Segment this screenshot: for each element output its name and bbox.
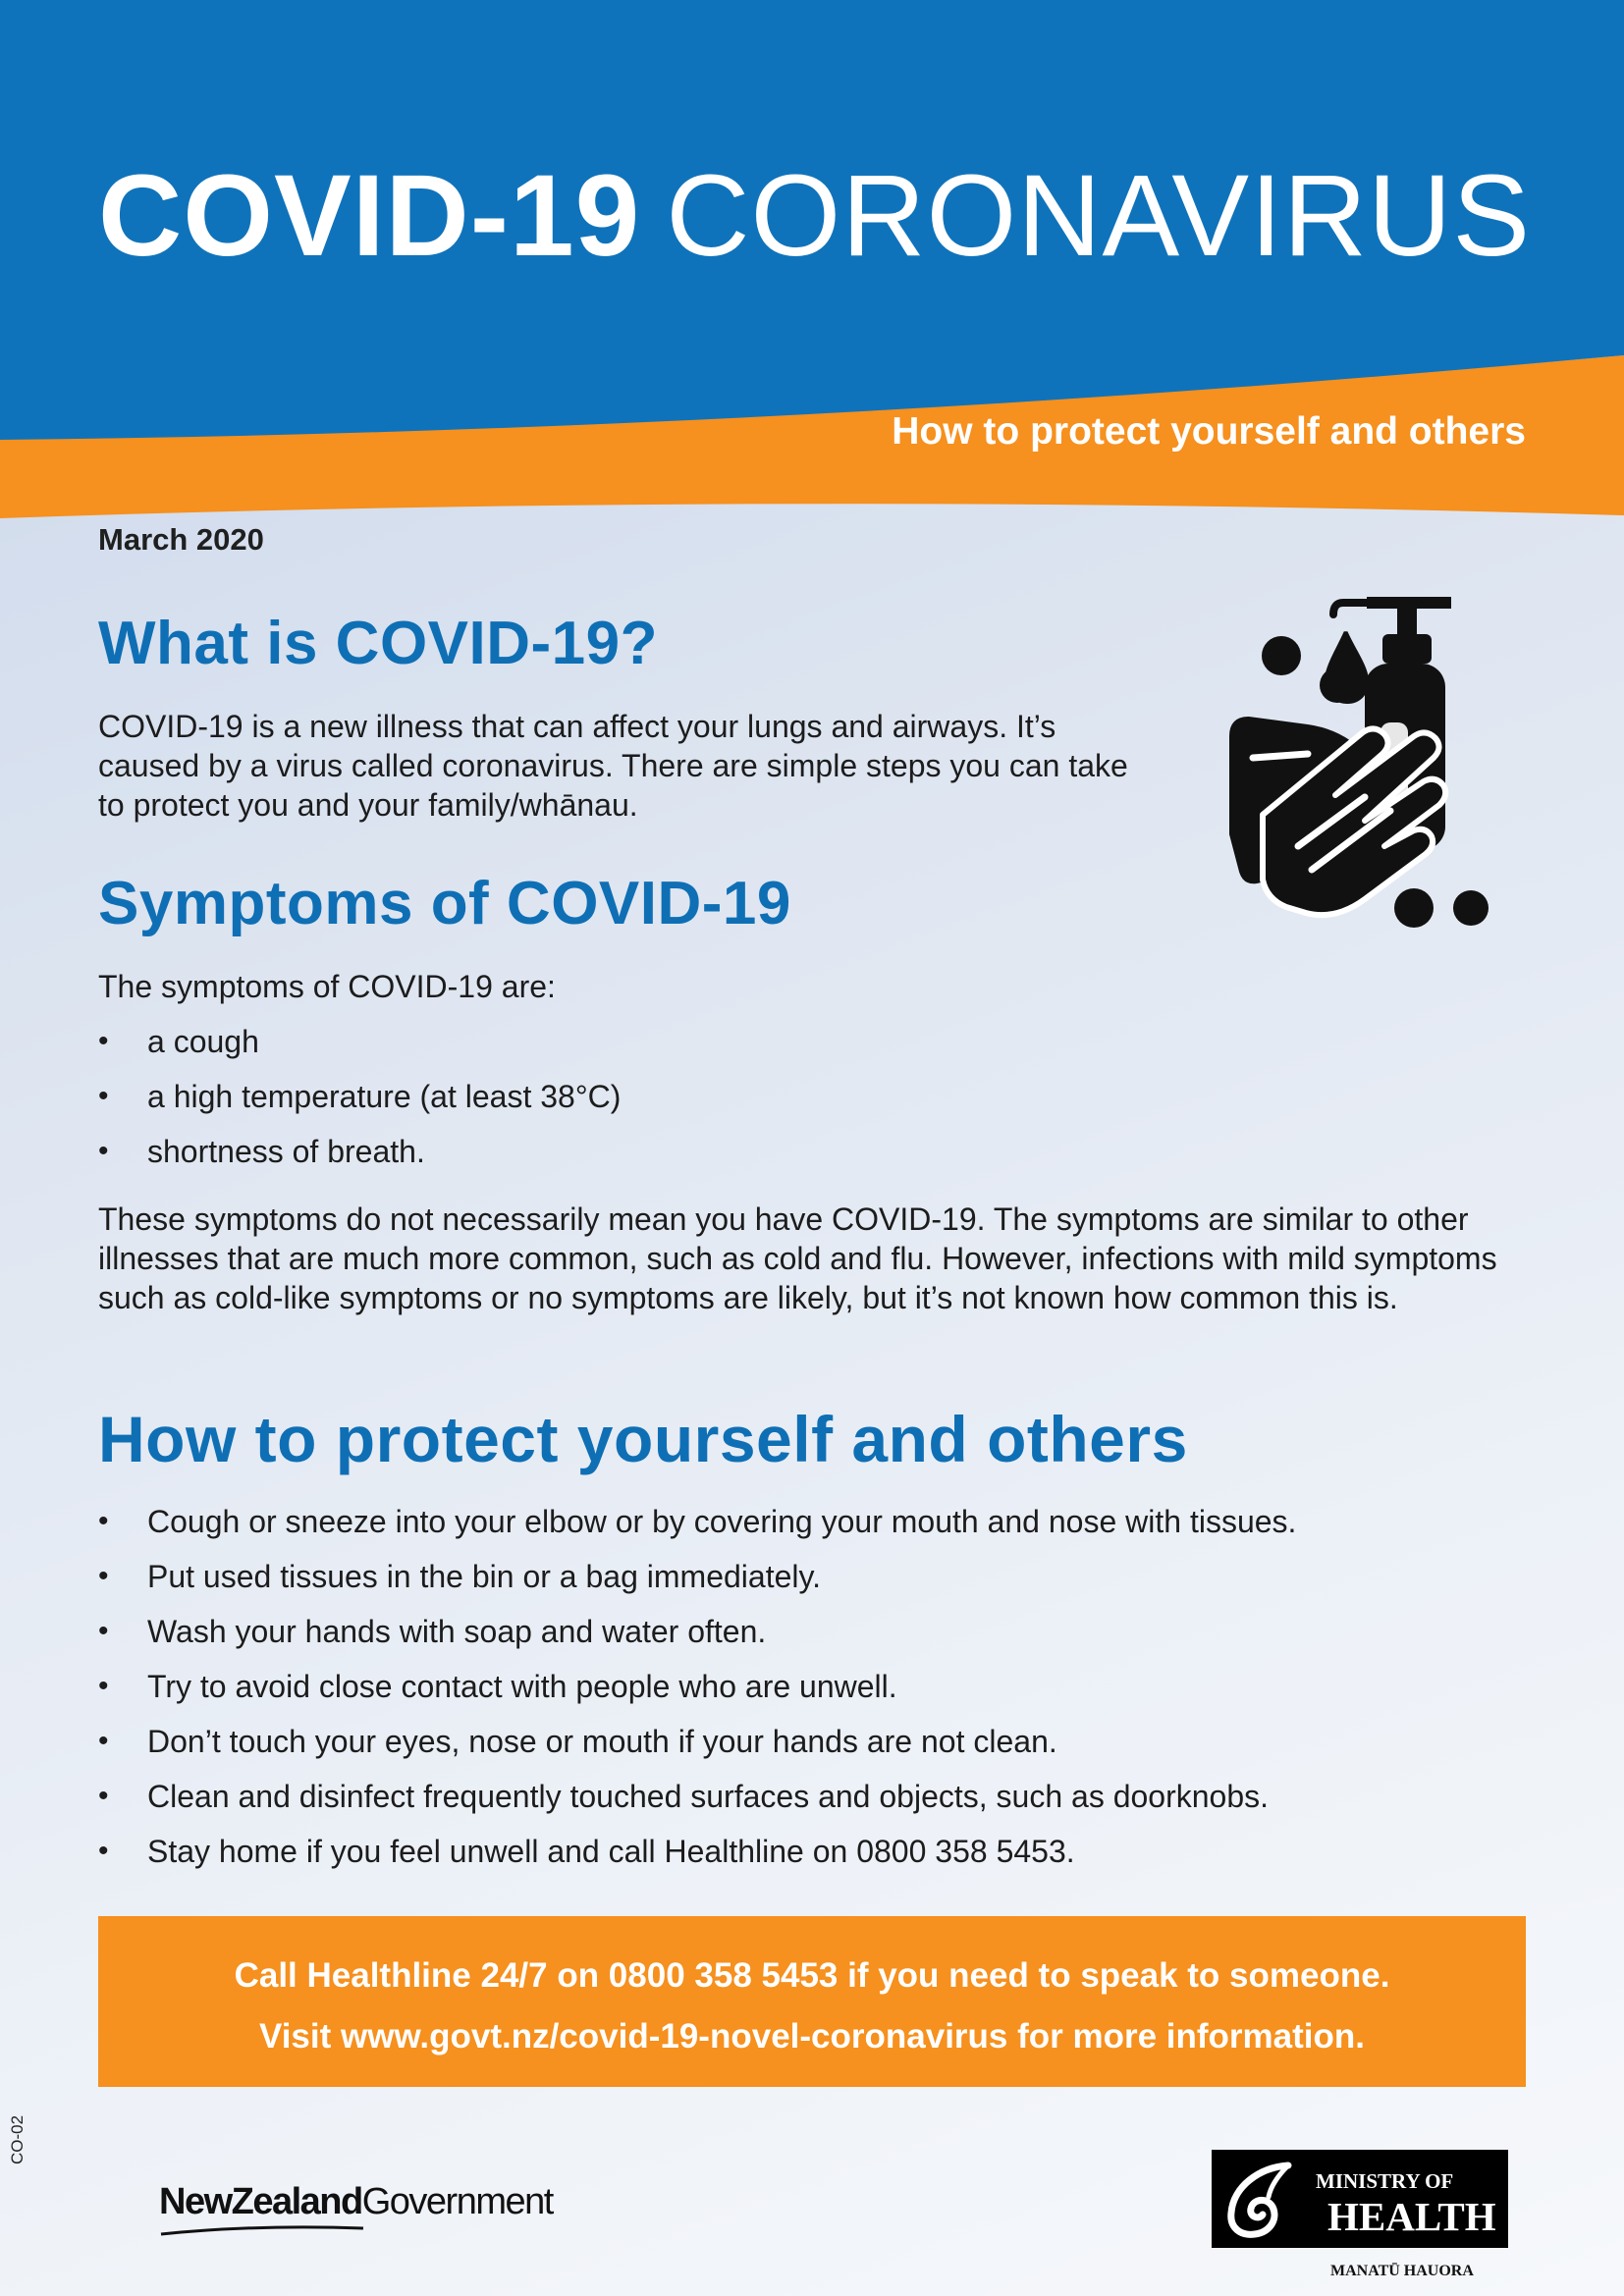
moh-logo-maori-name: MANATŪ HAUORA: [1330, 2263, 1474, 2279]
document-code: CO-02: [8, 2114, 27, 2164]
list-item: • Don’t touch your eyes, nose or mouth if your hands are not clean.: [98, 1722, 1296, 1777]
page-title: [98, 147, 1531, 285]
koru-logo-icon: [1219, 2158, 1302, 2240]
nz-government-logo: [159, 2181, 553, 2223]
list-item: • Cough or sneeze into your elbow or by covering your mouth and nose with tissues.: [98, 1502, 1296, 1557]
list-item: • Wash your hands with soap and water often.: [98, 1612, 1296, 1667]
heading-symptoms: Symptoms of COVID-19: [98, 870, 791, 937]
govt-logo-newzealand: NewZealand: [159, 2181, 362, 2222]
handwash-icon: [1218, 589, 1551, 942]
moh-logo-line1: MINISTRY OF: [1316, 2169, 1454, 2193]
list-item: • Try to avoid close contact with people who are unwell.: [98, 1667, 1296, 1722]
healthline-banner: [98, 1916, 1526, 2087]
header-subtitle: How to protect yourself and others: [892, 410, 1526, 453]
symptom-list: [98, 1022, 621, 1187]
ministry-of-health-logo: [1212, 2150, 1508, 2248]
moh-logo-line2: HEALTH: [1327, 2194, 1496, 2239]
banner-line-call: Call Healthline 24/7 on 0800 358 5453 if you need to speak to someone.: [234, 1956, 1390, 1995]
symptoms-intro: The symptoms of COVID-19 are:: [98, 969, 556, 1004]
heading-what-is-covid: What is COVID-19?: [98, 610, 659, 677]
what-is-covid-text: COVID-19 is a new illness that can affect your lungs and airways. It’s caused by a virus called coronavirus. There are simple steps you can take to protect you and your family/whānau.: [98, 709, 1128, 823]
list-item: • shortness of breath.: [98, 1132, 621, 1187]
title-light: CORONAVIRUS: [666, 151, 1532, 281]
title-bold: COVID-19: [98, 151, 641, 281]
protection-list: [98, 1502, 1296, 1887]
list-item: • a high temperature (at least 38°C): [98, 1077, 621, 1132]
symptoms-note: These symptoms do not necessarily mean you have COVID-19. The symptoms are similar to other illnesses that are much more common, such as cold and flu. However, infections with mild symptoms such as cold-like symptoms or no symptoms are likely, but it’s not known how common this is.: [98, 1201, 1497, 1315]
govt-logo-government: Government: [361, 2181, 553, 2222]
list-item: • Put used tissues in the bin or a bag immediately.: [98, 1557, 1296, 1612]
govt-logo-underline-icon: [159, 2222, 365, 2238]
banner-line-visit: Visit www.govt.nz/covid-19-novel-coronavirus for more information.: [259, 2017, 1365, 2056]
list-item: • a cough: [98, 1022, 621, 1077]
publication-date: March 2020: [98, 522, 264, 557]
list-item: • Clean and disinfect frequently touched surfaces and objects, such as doorknobs.: [98, 1777, 1296, 1832]
list-item: • Stay home if you feel unwell and call Healthline on 0800 358 5453.: [98, 1832, 1296, 1887]
heading-how-to-protect: How to protect yourself and others: [98, 1403, 1188, 1475]
